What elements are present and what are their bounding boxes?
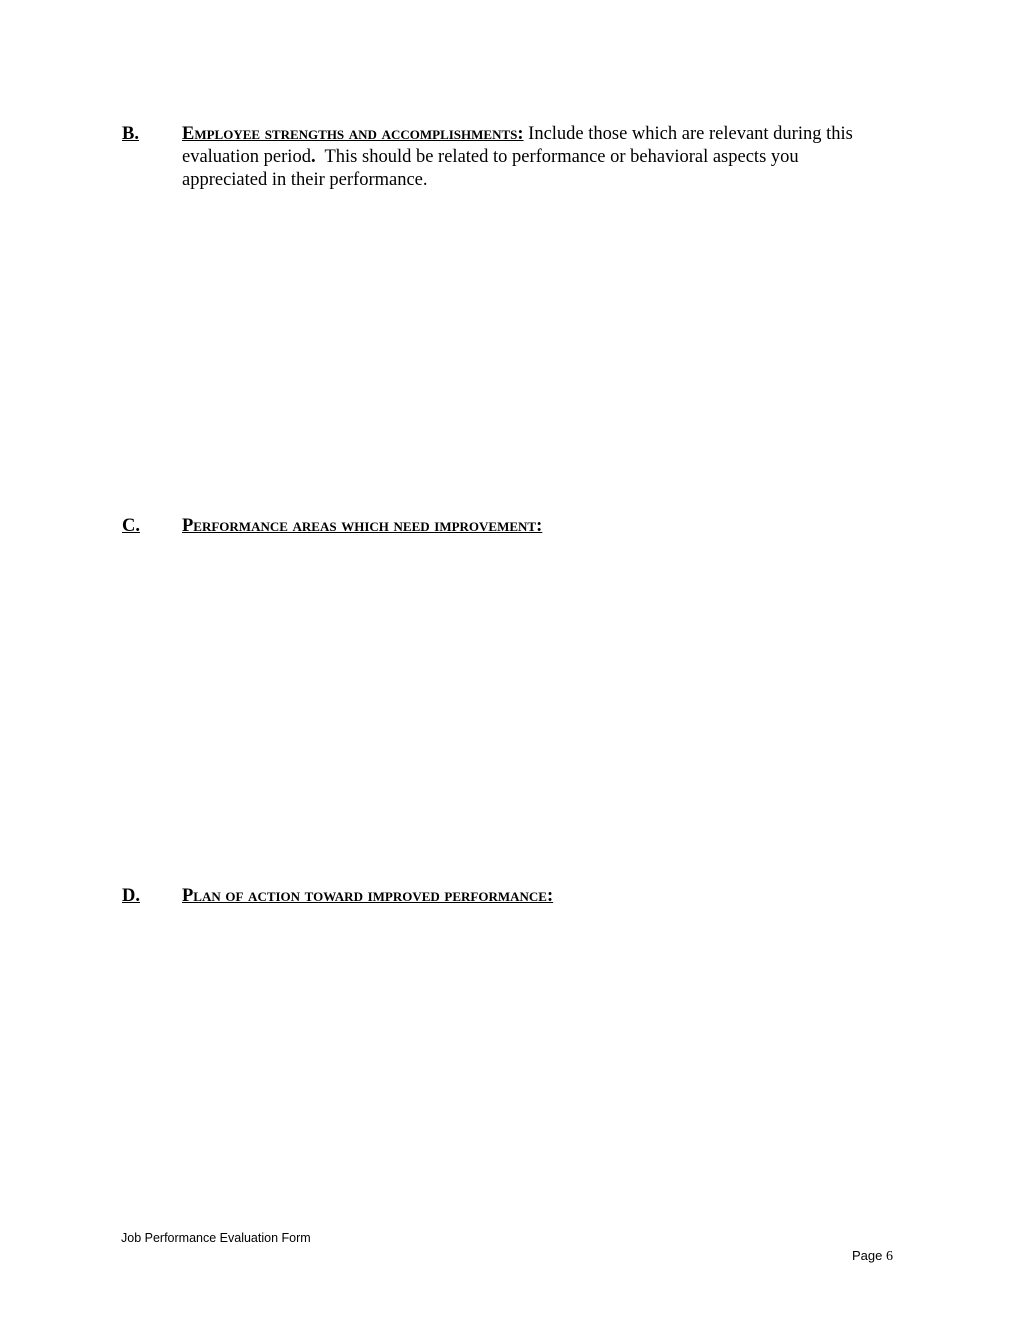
- section-d-heading: Plan of action toward improved performance:: [182, 886, 554, 906]
- page-label: Page: [852, 1248, 883, 1263]
- section-b: [122, 123, 882, 192]
- section-d-letter: D.: [122, 886, 140, 906]
- section-c: [122, 515, 882, 538]
- page-number: 6: [886, 1249, 893, 1264]
- section-b-body: [182, 123, 882, 192]
- section-b-description-period: .: [310, 147, 316, 167]
- footer-form-title: Job Performance Evaluation Form: [121, 1231, 311, 1245]
- section-b-description: Include those which are relevant during this evaluation period: [182, 124, 853, 167]
- section-b-heading: Employee strengths and accomplishments:: [182, 124, 524, 144]
- section-c-letter: C.: [122, 516, 140, 536]
- section-b-letter: B.: [122, 124, 139, 144]
- section-d: [122, 885, 882, 908]
- footer-page-number: [852, 1248, 893, 1265]
- section-c-heading: Performance areas which need improvement:: [182, 516, 543, 536]
- section-b-description-continued: This should be related to performance or behavioral aspects you appreciated in their performance.: [182, 147, 804, 190]
